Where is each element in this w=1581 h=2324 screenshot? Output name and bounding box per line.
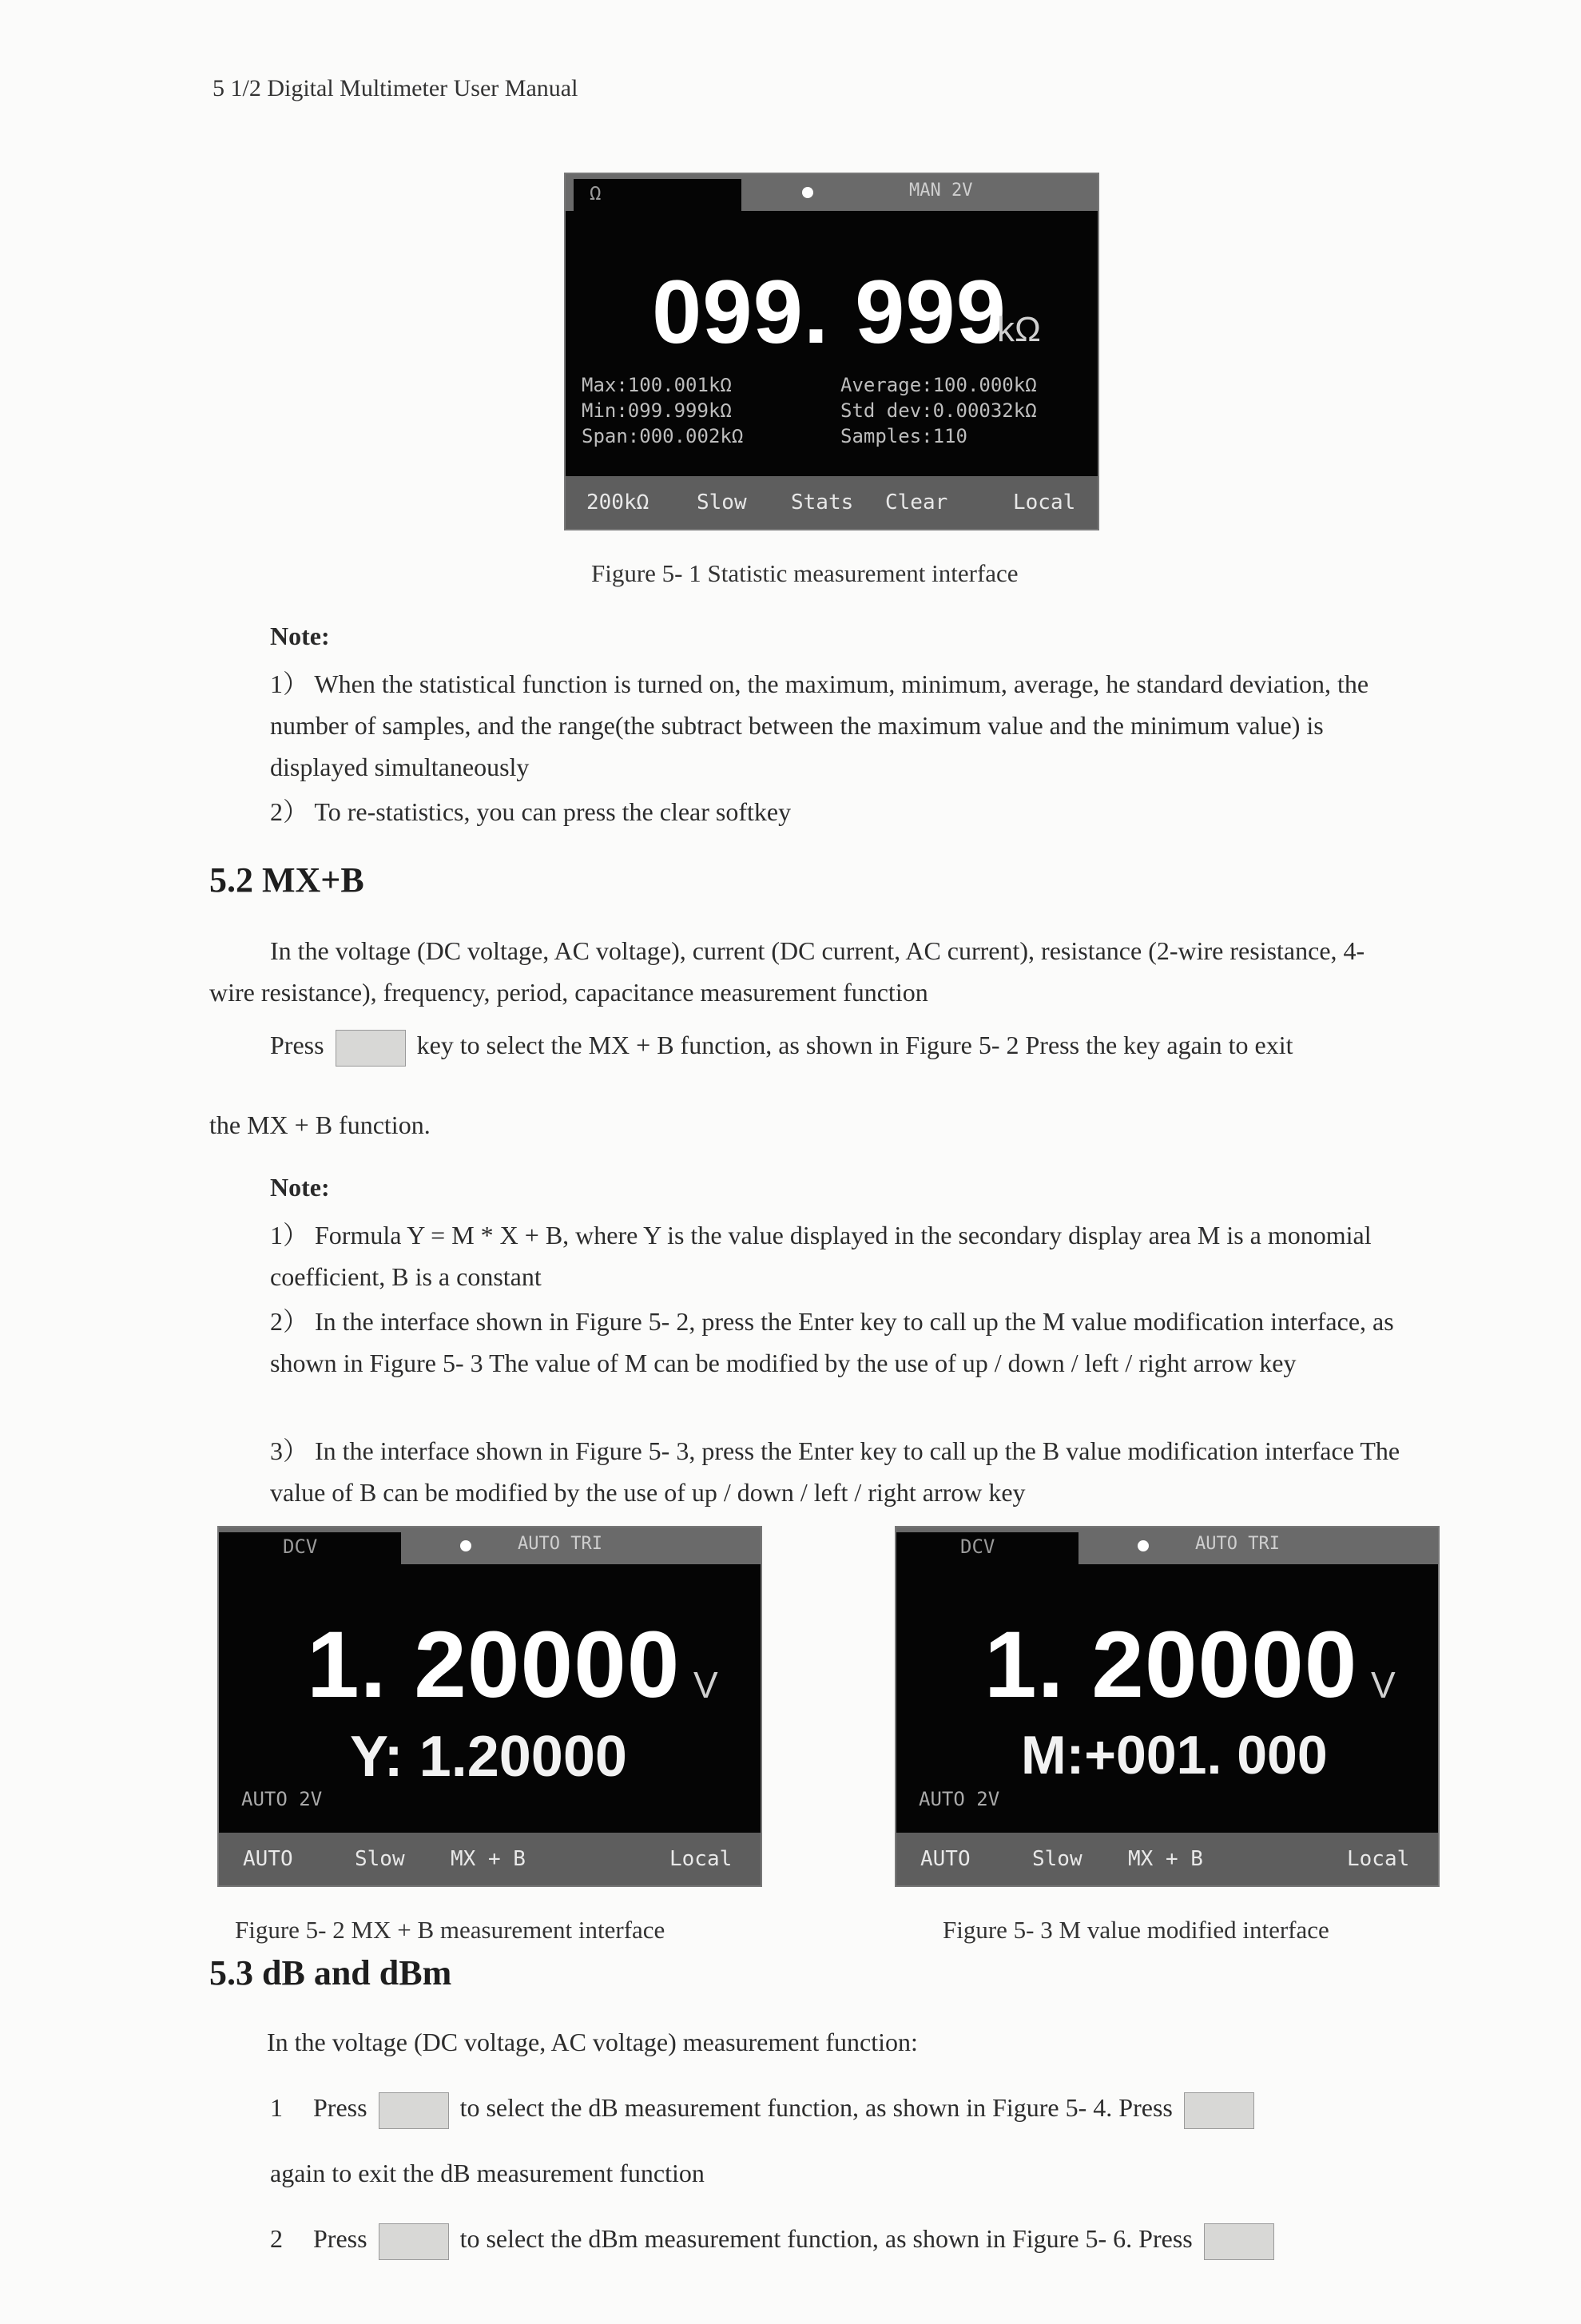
trigger-dot-icon <box>802 187 813 198</box>
figure-5-3-caption: Figure 5- 3 M value modified interface <box>943 1916 1329 1944</box>
stat-samples: Samples:110 <box>840 425 967 447</box>
db-exit-key-icon <box>1184 2092 1254 2129</box>
secondary-reading: Y: 1.20000 <box>350 1725 627 1789</box>
softkey-mxb[interactable]: MX + B <box>451 1847 526 1871</box>
trigger-label: AUTO TRI <box>518 1534 602 1554</box>
reading-unit: V <box>1371 1664 1396 1706</box>
softkey-speed[interactable]: Slow <box>355 1847 405 1871</box>
mxb-press-line <box>270 1024 1484 1067</box>
note-1-item-1: 1） When the statistical function is turned on, the maximum, minimum, average, he standard deviation, the number of samples, and the range(the subtract between the maximum value and the minimum value) is displayed simultaneously <box>270 669 1369 781</box>
figure-5-2-caption: Figure 5- 2 MX + B measurement interface <box>235 1916 665 1944</box>
page-header: 5 1/2 Digital Multimeter User Manual <box>213 75 578 101</box>
softkey-range[interactable]: 200kΩ <box>586 491 649 514</box>
section-5-2-paragraph: In the voltage (DC voltage, AC voltage), current (DC current, AC current), resistance (2-wire resistance, 4-wire resistance), frequency, period, capacitance measurement function <box>209 936 1365 1007</box>
m-value-screen <box>895 1526 1440 1887</box>
range-label: MAN 2V <box>909 181 973 201</box>
stat-min: Min:099.999kΩ <box>582 399 732 422</box>
reading-unit: kΩ <box>997 310 1041 349</box>
softkey-bar <box>896 1833 1438 1885</box>
press-word: Press <box>313 2093 367 2122</box>
reading-unit: V <box>693 1664 718 1706</box>
note-2-item-3: 3） In the interface shown in Figure 5- 3, press the Enter key to call up the B value modification interface The value of B can be modified by the use of up / down / left / right arrow key <box>270 1436 1400 1507</box>
note-1-title: Note: <box>270 622 330 650</box>
db-key-icon <box>379 2092 449 2129</box>
db-step-1 <box>270 2087 1436 2129</box>
figure-5-1-caption: Figure 5- 1 Statistic measurement interface <box>591 559 1019 587</box>
softkey-auto[interactable]: AUTO <box>920 1847 971 1871</box>
main-reading: 1. 20000 <box>307 1612 681 1718</box>
trigger-dot-icon <box>1138 1540 1149 1551</box>
dbm-exit-key-icon <box>1204 2223 1274 2260</box>
section-5-3-title: 5.3 dB and dBm <box>209 1953 452 1992</box>
softkey-bar <box>566 476 1098 529</box>
function-tab: Ω <box>574 179 741 211</box>
stat-span: Span:000.002kΩ <box>582 425 744 447</box>
stat-max: Max:100.001kΩ <box>582 374 732 396</box>
softkey-mxb[interactable]: MX + B <box>1128 1847 1203 1871</box>
press-word: Press <box>270 1031 324 1059</box>
mxb-press-line-2: the MX + B function. <box>209 1110 431 1139</box>
softkey-stats[interactable]: Stats <box>791 491 854 514</box>
dbm-key-icon <box>379 2223 449 2260</box>
softkey-local[interactable]: Local <box>1347 1847 1410 1871</box>
dbm-step-2 <box>270 2218 1436 2260</box>
step-1-text: to select the dB measurement function, as shown in Figure 5- 4. Press <box>459 2093 1173 2122</box>
function-tab: DCV <box>896 1532 1078 1564</box>
softkey-clear[interactable]: Clear <box>885 491 948 514</box>
stat-std-dev: Std dev:0.00032kΩ <box>840 399 1037 422</box>
main-reading: 1. 20000 <box>984 1612 1358 1718</box>
step-2-text: to select the dBm measurement function, as shown in Figure 5- 6. Press <box>459 2224 1193 2253</box>
step-number: 1 <box>270 2093 283 2122</box>
softkey-speed[interactable]: Slow <box>1032 1847 1082 1871</box>
trigger-label: AUTO TRI <box>1195 1534 1280 1554</box>
section-5-3-paragraph: In the voltage (DC voltage, AC voltage) measurement function: <box>267 2028 918 2056</box>
note-2-title: Note: <box>270 1173 330 1202</box>
db-step-1-line-2: again to exit the dB measurement function <box>270 2159 705 2187</box>
main-reading: 099. 999 <box>652 262 1007 362</box>
mxb-key-icon <box>336 1030 406 1067</box>
statistics-screen <box>564 173 1099 530</box>
trigger-dot-icon <box>460 1540 471 1551</box>
softkey-local[interactable]: Local <box>1013 491 1076 514</box>
softkey-local[interactable]: Local <box>669 1847 733 1871</box>
note-1-item-2: 2） To re-statistics, you can press the clear softkey <box>270 797 792 826</box>
press-rest: key to select the MX + B function, as shown in Figure 5- 2 Press the key again to exit <box>416 1031 1293 1059</box>
stat-average: Average:100.000kΩ <box>840 374 1037 396</box>
mxb-screen <box>217 1526 762 1887</box>
function-tab: DCV <box>219 1532 401 1564</box>
softkey-bar <box>219 1833 761 1885</box>
note-2-item-2: 2） In the interface shown in Figure 5- 2, press the Enter key to call up the M value modification interface, as shown in Figure 5- 3 The value of M can be modified by the use of up / down / left / right arrow key <box>270 1307 1394 1377</box>
note-2-item-1: 1） Formula Y = M * X + B, where Y is the value displayed in the secondary display area M is a monomial coefficient, B is a constant <box>270 1221 1372 1291</box>
softkey-auto[interactable]: AUTO <box>243 1847 293 1871</box>
section-5-2-title: 5.2 MX+B <box>209 860 364 900</box>
softkey-speed[interactable]: Slow <box>697 491 747 514</box>
step-number: 2 <box>270 2224 283 2253</box>
range-indicator: AUTO 2V <box>241 1788 323 1810</box>
press-word: Press <box>313 2224 367 2253</box>
range-indicator: AUTO 2V <box>919 1788 1000 1810</box>
m-value-reading: M:+001. 000 <box>1021 1725 1328 1786</box>
